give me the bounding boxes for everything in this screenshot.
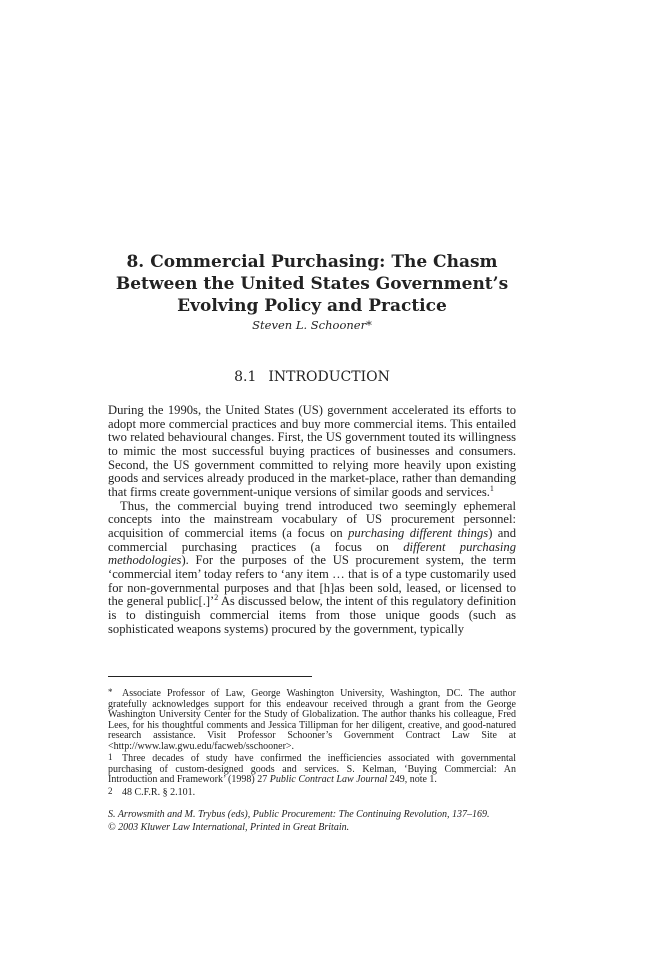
footnote-1 bbox=[108, 752, 516, 786]
author-byline: Steven L. Schooner* bbox=[252, 318, 372, 332]
section-number: 8.1 bbox=[234, 369, 257, 385]
paragraph-1 bbox=[108, 404, 516, 500]
section-title: INTRODUCTION bbox=[268, 369, 390, 385]
paragraph-2-text-b: ) and commercial purchasing practices (a focus on bbox=[108, 525, 516, 554]
footnote-mark: 2 bbox=[108, 785, 113, 796]
chapter-number: 8. bbox=[126, 252, 145, 272]
footnote-mark: 1 bbox=[108, 752, 113, 762]
emphasis-purchasing-different-things: purchasing different things bbox=[348, 525, 489, 540]
paragraph-2 bbox=[108, 500, 516, 637]
paragraph-2-text-a: Thus, the commercial buying trend introduced two seemingly ephemeral concepts into the mainstream vocabulary of US procurement personnel: acquisition of commercial items (a focus on bbox=[108, 498, 516, 540]
paragraph-2-text-c: ). For the purposes of the US procurement system, the term ‘commercial item’ today refers to ‘any item … that is of a type customarily used for non-governmental purposes and that [h]as been sold, leased, or licensed to the general public[.]’ bbox=[108, 553, 516, 609]
footnote-2 bbox=[108, 786, 516, 799]
citation-line-1: S. Arrowsmith and M. Trybus (eds), Public Procurement: The Continuing Revolution, 137–169. bbox=[108, 809, 490, 820]
section-heading bbox=[108, 369, 516, 385]
footnote-ref-2[interactable]: 2 bbox=[214, 593, 219, 602]
chapter-title bbox=[100, 251, 524, 317]
emphasis-different-purchasing-methodologies: different purchasing methodologies bbox=[108, 539, 516, 568]
footnote-author bbox=[108, 687, 516, 752]
journal-title: Public Contract Law Journal bbox=[269, 774, 388, 785]
chapter-title-text: Commercial Purchasing: The Chasm Between the United States Government’s Evolving Policy and Practice bbox=[115, 252, 509, 316]
citation-line-2: © 2003 Kluwer Law International, Printed in Great Britain. bbox=[108, 822, 350, 833]
footnotes bbox=[108, 687, 516, 798]
footnote-text-tail: 249, note 1. bbox=[387, 774, 437, 785]
footnote-divider bbox=[108, 676, 312, 677]
footnote-text: 48 C.F.R. § 2.101. bbox=[122, 786, 196, 798]
footnote-text: Three decades of study have confirmed the inefficiencies associated with governmental purchasing of custom-designed goods and services. S. Kelman, ‘Buying Commercial: An Introduction and Framework’ (1998) 27 bbox=[108, 753, 516, 785]
paragraph-1-text: During the 1990s, the United States (US) government accelerated its efforts to adopt more commercial practices and buy more commercial items. This entailed two related behavioural changes. First, the US government touted its willingness to mimic the most successful buying practices of businesses and consumers. Second, the US government committed to relying more heavily upon existing goods and services already produced in the market-place, rather than demanding that firms create government-unique versions of similar goods and services. bbox=[108, 403, 516, 499]
footnote-mark: * bbox=[108, 687, 113, 697]
footnote-text: Associate Professor of Law, George Washington University, Washington, DC. The author gratefully acknowledges support for this endeavour received through a grant from the George Washington University Center for the Study of Globalization. The author thanks his colleague, Fred Lees, for his thoughtful comments and Jessica Tillipman for her diligent, creative, and good-natured research assistance. Visit Professor Schooner’s Government Contract Law Site at <http://www.law.gwu.edu/facweb/sschooner>. bbox=[108, 688, 516, 752]
body-text bbox=[108, 404, 516, 636]
footnote-ref-1[interactable]: 1 bbox=[489, 483, 494, 493]
source-citation bbox=[108, 808, 516, 834]
paragraph-2-text-d: As discussed below, the intent of this regulatory definition is to distinguish commercial items from those unique goods (such as sophisticated weapons systems) procured by the government, typically bbox=[108, 594, 516, 636]
